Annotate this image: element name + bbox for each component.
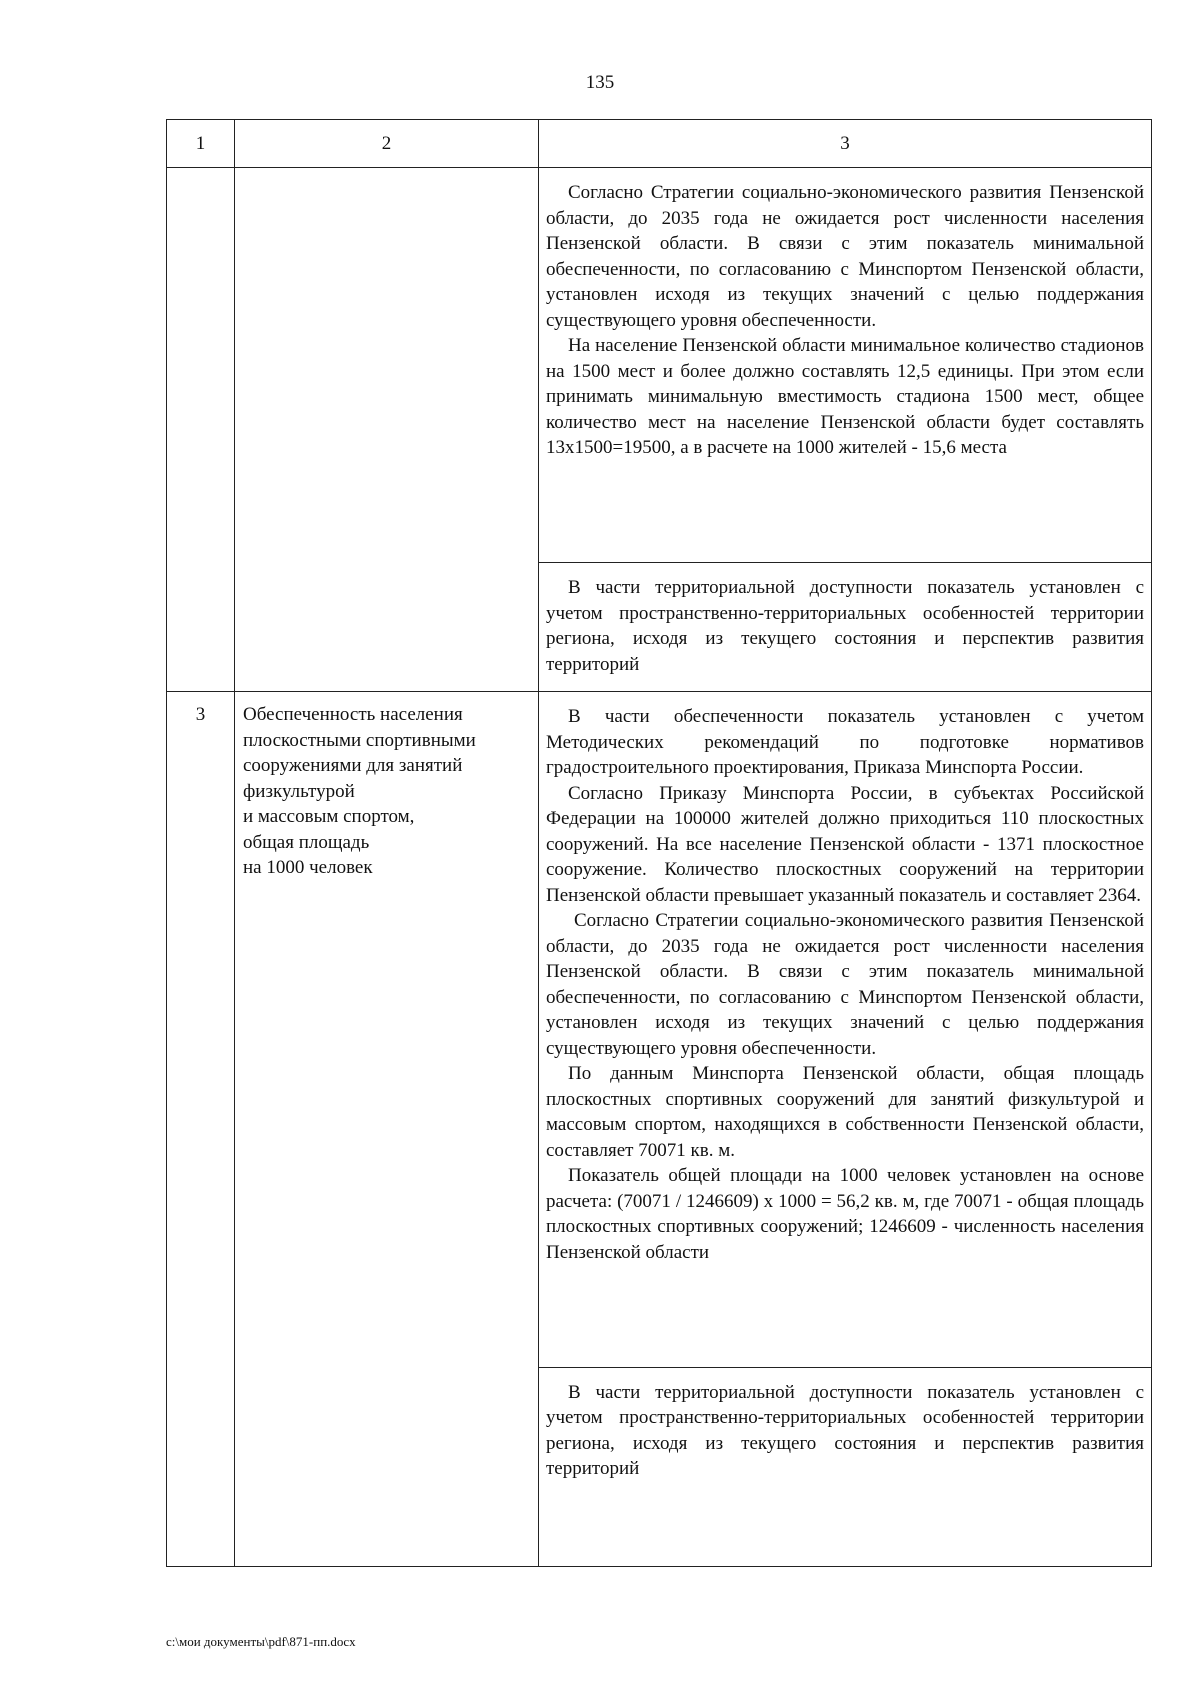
indicator-line: физкультурой bbox=[243, 780, 355, 802]
table-row-2-continuation bbox=[167, 168, 1152, 563]
indicator-line: плоскостными спортивными bbox=[243, 729, 476, 751]
header-col-1: 1 bbox=[167, 120, 235, 168]
indicator-line: Обеспеченность населения bbox=[243, 704, 463, 726]
row3-paragraph-area: По данным Минспорта Пензенской области, общая площадь плоскостных спортивных сооружений для занятий физкультурой и массовым спортом, находящихся в собственности Пензенской области, составляет 70071 кв. м. bbox=[546, 1063, 1144, 1161]
row3-paragraph-methodology: В части обеспеченности показатель установлен с учетом Методических рекомендаций по подготовке нормативов градостроительного проектирования, Приказа Минспорта России. bbox=[546, 706, 1144, 779]
table-row-3 bbox=[167, 692, 1152, 1368]
row3-indicator-cell bbox=[235, 692, 539, 1567]
indicator-line: общая площадь bbox=[243, 831, 370, 853]
row2-num-cell bbox=[167, 168, 235, 692]
row2-paragraph-strategy: Согласно Стратегии социально-экономического развития Пензенской области, до 2035 года не ожидается рост численности населения Пензенской области. В связи с этим показатель минимальной обеспеченности, по согласованию с Минспортом Пензенской области, установлен исходя из текущих значений с целью поддержания существующего уровня обеспеченности. bbox=[546, 182, 1144, 331]
row2-justification-cell bbox=[539, 168, 1152, 563]
indicator-line: сооружениями для занятий bbox=[243, 755, 463, 777]
document-table bbox=[166, 119, 1152, 1567]
header-col-3: 3 bbox=[539, 120, 1152, 168]
row3-justification-cell bbox=[539, 692, 1152, 1368]
row3-paragraph-access: В части территориальной доступности показатель установлен с учетом пространственно-территориальных особенностей территории региона, исходя из текущего состояния и перспектив развития территорий bbox=[546, 1381, 1144, 1480]
row3-num-cell: 3 bbox=[167, 692, 235, 1567]
footer-file-path: c:\мои документы\pdf\871-пп.docx bbox=[166, 1634, 356, 1649]
row2-access-cell bbox=[539, 563, 1152, 692]
row3-paragraph-order: Согласно Приказу Минспорта России, в субъектах Российской Федерации на 100000 жителей должно приходиться 110 плоскостных сооружений. На все население Пензенской области - 1371 плоскостное сооружение. Количество плоскостных сооружений на территории Пензенской области превышает указанный показатель и составляет 2364. bbox=[546, 782, 1144, 906]
header-col-2: 2 bbox=[235, 120, 539, 168]
row3-paragraph-strategy: Согласно Стратегии социально-экономического развития Пензенской области, до 2035 года не ожидается рост численности населения Пензенской области. В связи с этим показатель минимальной обеспеченности, по согласованию с Минспортом Пензенской области, установлен исходя из текущих значений с целью поддержания существующего уровня обеспеченности. bbox=[546, 910, 1144, 1059]
indicator-line: и массовым спортом, bbox=[243, 806, 415, 828]
row2-paragraph-access: В части территориальной доступности показатель установлен с учетом пространственно-территориальных особенностей территории региона, исходя из текущего состояния и перспектив развития территорий bbox=[546, 577, 1144, 675]
page-number: 135 bbox=[585, 72, 615, 93]
table-header-row bbox=[167, 120, 1152, 168]
row2-indicator-cell bbox=[235, 168, 539, 692]
row3-paragraph-calculation: Показатель общей площади на 1000 человек установлен на основе расчета: (70071 / 1246609) х 1000 = 56,2 кв. м, где 70071 - общая площадь плоскостных спортивных сооружений; 1246609 - численность населения Пензенской области bbox=[546, 1165, 1144, 1263]
row3-access-cell bbox=[539, 1367, 1152, 1566]
row2-paragraph-stadiums: На население Пензенской области минимальное количество стадионов на 1500 мест и более должно составлять 12,5 единицы. При этом если принимать минимальную вместимость стадиона 1500 мест, общее количество мест на население Пензенской области будет составлять 13х1500=19500, а в расчете на 1000 жителей - 15,6 места bbox=[546, 335, 1144, 459]
indicator-line: на 1000 человек bbox=[243, 857, 373, 879]
